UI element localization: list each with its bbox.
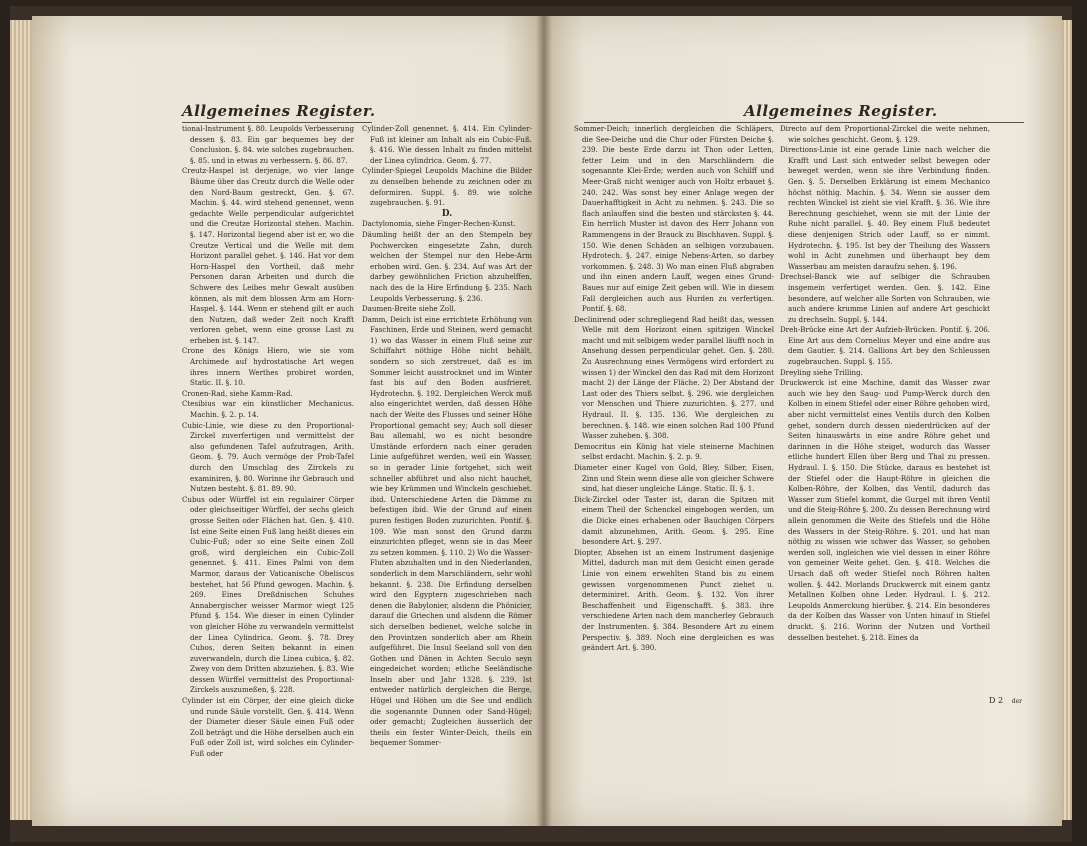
entry: Druckwerck ist eine Machine, damit das Wasser zwar auch wie bey den Saug- und Pump-Werck durch den Kolben in einem Stiefel oder einer Röhre gehoben wird, aber nicht vermittelst eines Ventils durch den Kolben gehet, sondern durch dessen niederdrücken auf der Seiten hinauswärts in eine andre Röhre gehet und darinnen in die Höhe steiget, wodurch das Wasser etliche hundert Ellen über Berg und Thal zu pressen. Hydraul. I. §. 150. Die Stücke, daraus es bestehet ist der Stiefel oder die Haupt-Röhre in gleichen die Kolben-Röhre, der Kolben, das Ventil, dadurch das Wasser zum Stiefel kommt, die Gurgel mit ihren Ventil und die Steig-Röhre §. 200. Zu dessen Berechnung wird allein genommen die Weite des Stiefels und die Höhe des Wassers in der Steig-Röhre. §. 201. und hat man nöthig zu wissen wie schwer das Wasser, so gehoben werden soll, ingleichen wie viel dessen in einer Röhre von gemeiner Weite gehet. Gen. §. 418. Welches die Ursach daß oft weder Stiefel noch Röhren halten wollen. §. 442. Morlands Druckwerck mit einem gantz Metallnen Kolben ohne Leder. Hydraul. I. §. 212. Leupolds Anmerckung hierüber. §. 214. Ein besonderes da der Kolben das Wasser von Unten hinauf in Stiefel druckt. §. 216. Worinn der Nutzen und Vortheil desselben bestehet. §. 218. Eines da xyxy=(780,378,990,642)
entry: Dreyling siehe Trilling. xyxy=(780,367,863,377)
entry: Daumen-Breite siehe Zoll. xyxy=(362,304,456,314)
entry: Cylinder-Spiegel Leupolds Machine die Bilder zu denselben behende zu zeichnen oder zu deformiren. Suppl. §. 89. wie solche zugebrauchen. §. 91. xyxy=(362,166,532,208)
entry: Dick-Zirckel oder Taster ist, daran die Spitzen mit einem Theil der Schenckel eingebogen werden, um die Dicke eines erhabenen oder Bauchigen Cörpers damit abzunehmen, Arith. Geom. §. 295. Eine besondere Art. §. 297. xyxy=(574,494,774,547)
entry: Diopter, Absehen ist an einem Instrument dasjenige Mittel, dadurch man mit dem Gesicht einen gerade Linie von einem erwehlten Stand bis zu einem gewissen vorgenommenen Punct ziehet u. determiniret. Arith. Geom. §. 132. Von ihrer Beschaffenheit und Eigenschafft. §. 383. ihre verschiedene Arten nach dem mancherley Gebrauch der Instrumenten. §. 384. Besondere Art zu einem Perspectiv. §. 389. Noch eine dergleichen es was geändert Art. §. 390. xyxy=(574,547,774,653)
book-gutter xyxy=(536,16,552,826)
left-column-2 xyxy=(362,124,532,748)
entry: Cubic-Linie, wie diese zu den Proportional-Zirckel zuverfertigen und vermittelst der also gefundenen Tafel aufzutragen, Arith. Geom. §. 79. Auch vermöge der Prob-Tafel durch den Umschlag des Zirckels zu examiniren, §. 80. Worinne ihr Gebrauch und Nutzen besteht. §. 81. 89. 90. xyxy=(182,420,354,494)
entry: Cylinder ist ein Cörper, der eine gleich dicke und runde Säule vorstellt. Gen. §. 414. Wenn der Diameter dieser Säule einen Fuß oder Zoll beträgt und die Höhe derselben auch ein Fuß oder Zoll ist, wird solches ein Cylinder-Fuß oder xyxy=(182,696,354,759)
entry: Cubus oder Würffel ist ein regulairer Cörper oder gleichseitiger Würffel, der sechs gleich grosse Seiten oder Flächen hat. Gen. §. 410. Ist eine Seite einen Fuß lang heißt dieses ein Cubic-Fuß; oder so eine Seite einen Zoll groß, wird dergleichen ein Cubic-Zoll genennet. §. 411. Eines Palmi von dem Marmor, daraus der Vaticanische Obeliscus bestehet, hat 56 Pfund gewogen. Machin. §. 269. Eines Dreßdnischen Schuhes Annabergischer weisser Marmor wiegt 125 Pfund §. 154. Wie dieser in einen Cylinder von gleicher Höhe zu verwandeln vermittelst der Linea Cylindrica. Geom. §. 78. Drey Cubos, deren Seiten bekannt in einen zuverwandeln, durch die Linea cubica, §. 82. Zwey von dem Dritten abzuziehen. §. 83. Wie dessen Würffel vermittelst des Proportional-Zirckels auszumeßen, §. 228. xyxy=(182,494,354,695)
left-page-header: Allgemeines Register. xyxy=(182,102,376,120)
entry: Dactylonomia, siehe Finger-Rechen-Kunst. xyxy=(362,219,516,229)
left-page xyxy=(32,16,544,826)
book-spread xyxy=(10,6,1072,842)
entry: Declinirend oder schregliegend Rad heißt das, wessen Welle mit dem Horizont einen spitzigen Winckel macht und mit selbigem weder parallel läufft noch in Ansehung dessen perpendicular gehet. Gen. §. 280. Zu Ausrechnung eines Vermögens wird erfordert zu wissen 1) der Winckel den das Rad mit dem Horizont macht 2) der Länge der Fläche. 2) Der Abstand der Last oder des Thiers selbst. §. 296. wie dergleichen vor Menschen und Thiere zuzurichten. §. 277. und Hydraul. II. §. 135. 136. Wie dergleichen zu berechnen. §. 148. wie einen solchen Rad 100 Pfund Wasser zuheben. §. 308. xyxy=(574,314,774,441)
entry: Drechsel-Banck wie auf selbiger die Schrauben insgemein verfertiget werden. Gen. §. 142. Eine besondere, auf welcher alle Sorten von Schrauben, wie auch andere krumme Linien auf andere Art geschickt zu drechseln. Suppl. §. 144. xyxy=(780,272,990,324)
entry: Damm, Deich ist eine errichtete Erhöhung von Faschinen, Erde und Steinen, werd gemacht 1) wo das Wasser in einem Fluß seine zur Schiffahrt nöthige Höhe nicht behält, sondern so sich zerstreuet, daß es im Sommer leicht ausstrocknet und im Winter fast bis auf den Boden ausfrieret. Hydrotechn. §. 192. Dergleichen Werck muß also eingerichtet werden, daß dessen Höhe nach der Weite des Flusses und seiner Höhe Proportional gemacht sey; Auch soll dieser Bau allemahl, wo es nicht besondre Umstände erfordern nach einer geraden Linie aufgeführet werden, weil ein Wasser, so in gerader Linie fortgehet, sich weit schneller abführet und also nicht hauchet, wie bey Krümmen und Winckeln geschiehet. ibid. Unterschiedene Arten die Dämme zu befestigen ibid. Wie der Grund auf einen puren festigen Boden zuzurichten. Pontif. §. 109. Wie man sonst den Grund darzu einzurichten pfleget, wenn sie in das Meer zu setzen kommen. §. 110. 2) Wo die Wasser-Fluten abzuhalten und in den Niederlanden, sonderlich in dem Marschländern, sehr wohl bekannt. §. 238. Die Erfindung derselben wird den Egyptern zugeschrieben nach denen die Babylonier, alsdenn die Phönicier, darauf die Griechen und alsdenn die Römer sich derselben bedienet, welche solche in den Provintzen sonderlich aber am Rhein aufgeführet. Die Insul Seeland soll von den Gothen und Dänen in Achten Seculo seyn eingedeichet worden; etliche Seeländische Inseln aber und Jahr 1328. §. 239. Ist entweder natürlich dergleichen die Berge, Hügel und Höhen um die See und endlich die sogenannte Dunnen oder Sand-Hügel; oder gemacht; Zugleichen äusserlich der theils ein fester Winter-Deich, theils ein bequemer Sommer- xyxy=(362,314,532,748)
signature-mark: D 2 xyxy=(989,696,1004,705)
right-page xyxy=(544,16,1062,826)
entry: Cronen-Rad, siehe Kamm-Rad. xyxy=(182,388,293,398)
entry: Dreh-Brücke eine Art der Aufzieh-Brücken. Pontif. §. 206. Eine Art aus dem Cornelius Meyer und eine andre aus dem Gautier. §. 214. Gallions Art bey den Schleussen zugebrauchen. Suppl. §. 155. xyxy=(780,325,990,367)
entry: Creutz-Haspel ist derjenige, wo vier lange Bäume über das Creutz durch die Welle oder den Nord-Baum gestreckt, Gen. §. 67. Machin. §. 44. wird stehend genennet, wenn gedachte Welle perpendicular aufgerichtet und die Creutze Horizontal stehen. Machin. §. 147. Horizontal liegend aber ist er, wo die Creutze Vertical und die Welle mit dem Horizont parallel gehet. §. 146. Hat vor dem Horn-Haspel den Vortheil, daß mehr Personen daran Arbeiten und durch die Schwere des Leibes mehr Gewalt ausüben können, als mit dem blossen Arm am Horn-Haspel. §. 144. Wenn er stehend gilt er auch den Nutzen, daß weder Zeit noch Krafft verloren gehet, wenn eine grosse Last zu erheben ist. §. 147. xyxy=(182,166,354,345)
right-column-1 xyxy=(574,124,774,704)
left-header-rule xyxy=(182,122,372,123)
section-letter: D. xyxy=(441,208,453,219)
right-header-rule xyxy=(584,122,1024,123)
entry: Directo auf dem Proportional-Zirckel die weite nehmen, wie solches geschicht. Geom. §. 129. xyxy=(780,124,990,144)
entry: Directions-Linie ist eine gerade Linie nach welcher die Krafft und Last sich entweder selbst bewegen oder beweget werden, wenn sie ihre Verbindung finden. Gen. §. 5. Derselben Erklärung ist einem Mechanico höchst nöthig. Machin. §. 34. Wenn sie ausser dem rechten Winckel ist zieht sie viel Krafft. §. 36. Wie ihre Berechnung geschiehet, wenn sie mit der Linie der Ruhe nicht parallel. §. 40. Bey einem Fluß bedeutet diese denjenigen Strich oder Lauff, so er nimmt. Hydrotechn. §. 195. Ist bey der Theilung des Wassers wohl in Acht zunehmen und überhaupt bey dem Wasserbau am meisten daraufzu sehen. §. 196. xyxy=(780,145,990,271)
catchword: der xyxy=(1011,698,1022,705)
entry: Ctesibius war ein künstlicher Mechanicus. Machin. §. 2. p. 14. xyxy=(182,399,354,420)
entry: Sommer-Deich; innerlich dergleichen die Schläpers, die See-Deiche und die Chur oder Fürsten Deiche §. 239. Die beste Erde darzu ist Thon oder Letten, fetter Leim und in den Marschländern die sogenannte Klei-Erde; werden auch von Schilff und Meer-Graß nicht weniger auch von Holtz erbauet §. 240. 242. Was sonst bey einer Anlage wegen der Dauerhafftigkeit in Acht zu nehmen. §. 243. Die so flach anlauffen sind die besten und stärcksten §. 44. Ein herrlich Muster ist davon des Herr Johann von Rammengens in der Brauck zu Bischhaven. Suppl. §. 150. Wie denen Schäden an selbigen vorzubauen. Hydrotech. §. 247. einige Nebens-Arten, so darbey vorkommen. §. 248. 3) Wo man einen Fluß abgraben und ihn einen andern Lauff, wegen eines Grund-Baues nur auf einige Zeit geben will. Wie in diesem Fall dergleichen auch aus Hurden zu verfertigen. Pontif. §. 68. xyxy=(574,124,774,314)
entry: Diameter einer Kugel von Gold, Bley, Silber, Eisen, Zinn und Stein wenn diese alle von gleicher Schwere sind, hat dieser ungleiche Länge. Static. II. §. 1. xyxy=(574,463,774,494)
right-column-2 xyxy=(780,124,990,714)
entry: Crone des Königs Hiero, wie sie vom Archimede auf hydrostatische Art wegen ihres innern Werthes probiret worden, Static. II. §. 10. xyxy=(182,346,354,388)
entry: Democritus ein König hat viele steinerne Machinen selbst erdacht. Machin. §. 2. p. 9. xyxy=(574,441,774,462)
entry: tional-Instrument §. 80. Leupolds Verbesserung dessen §. 83. Ein gar bequemes bey der Conclusion. §. 84. wie solches zugebrauchen. §. 85. und in etwas zu verbessern. §. 86. 87. xyxy=(182,124,354,165)
left-column-1 xyxy=(182,124,354,759)
entry: Cylinder-Zoll genennet. §. 414. Ein Cylinder-Fuß ist kleiner am Inhalt als ein Cubic-Fuß. §. 416. Wie dessen Inhalt zu finden mittelst der Linea cylindrica. Geom. §. 77. xyxy=(362,124,532,165)
right-page-header: Allgemeines Register. xyxy=(744,102,938,120)
entry: Däumling heißt der an den Stempeln bey Pochwercken eingesetzte Zahn, durch welchen der Stempel nur den Hebe-Arm erhoben wird. Gen. §. 234. Auf was Art der darbey gewöhnlichen Friction abzuhelffen, nach des de la Hire Erfindung §. 235. Nach Leupolds Verbesserung. §. 236. xyxy=(362,229,532,303)
